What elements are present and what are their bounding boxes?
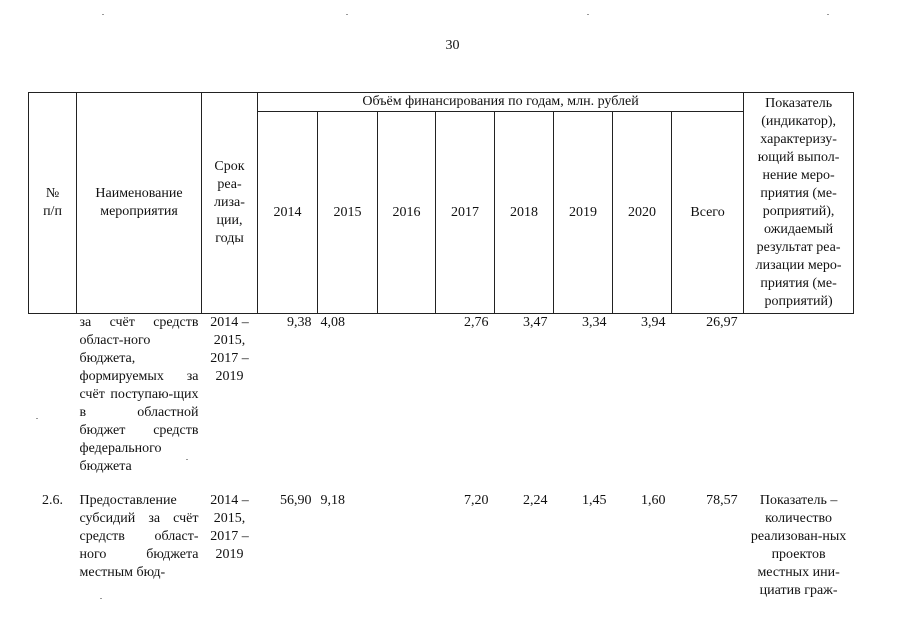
row-value-2018: 2,24: [523, 493, 548, 508]
scan-speck: [827, 14, 829, 15]
row-name: Предоставление субсидий за счёт средств област-ного бюджета местным бюд-: [79, 493, 199, 580]
funding-table-wrapper: [28, 92, 853, 600]
scan-speck: [186, 459, 188, 460]
scan-speck: [102, 14, 104, 15]
scan-speck: [587, 14, 589, 15]
row-name: за счёт средств област-ного бюджета, формируемых за счёт поступаю-щих в областной бюджет средств федерального бюджета: [79, 315, 199, 474]
row-value-2020: 3,94: [641, 315, 666, 330]
funding-table: [28, 92, 854, 600]
row-value-2014: 56,90: [280, 493, 312, 508]
row-num: [29, 314, 77, 477]
row-num: 2.6.: [42, 493, 63, 508]
row-indicator: Показатель – количество реализован-ных проектов местных ини-циатив граж-: [750, 493, 847, 598]
header-year-2014: 2014: [258, 112, 318, 314]
header-year-2019: 2019: [554, 112, 613, 314]
row-term: 2014 – 2015, 2017 – 2019: [210, 315, 249, 384]
header-year-2017: 2017: [436, 112, 495, 314]
header-funding-group: Объём финансирования по годам, млн. рублей: [258, 93, 744, 112]
table-row: [29, 314, 854, 477]
row-indicator: [744, 314, 854, 477]
header-year-2015: 2015: [318, 112, 378, 314]
row-term: 2014 – 2015, 2017 – 2019: [210, 493, 249, 562]
row-value-2019: 3,34: [582, 315, 607, 330]
header-year-2018: 2018: [495, 112, 554, 314]
row-value-2016: [378, 492, 436, 600]
header-indicator: Показатель (индикатор), характеризу-ющий выпол-нение меро-приятия (ме-роприятий), ожидаемый результат реа-лизации меро-приятия (ме-роприятий): [744, 93, 854, 314]
row-value-2018: 3,47: [523, 315, 548, 330]
header-total: Всего: [672, 112, 744, 314]
scan-speck: [346, 14, 348, 15]
table-row: [29, 492, 854, 600]
row-value-2015: 9,18: [320, 493, 345, 508]
header-year-2020: 2020: [613, 112, 672, 314]
row-value-total: 26,97: [706, 315, 738, 330]
row-value-2015: 4,08: [320, 315, 345, 330]
row-spacer: [29, 476, 854, 492]
scan-speck: [100, 598, 102, 599]
row-value-2019: 1,45: [582, 493, 607, 508]
row-value-2017: 2,76: [464, 315, 489, 330]
row-value-2020: 1,60: [641, 493, 666, 508]
header-term: Срок реа- лиза- ции, годы: [202, 93, 258, 314]
row-value-2017: 7,20: [464, 493, 489, 508]
header-num: № п/п: [29, 93, 77, 314]
row-value-2016: [378, 314, 436, 477]
header-name: Наименование мероприятия: [77, 93, 202, 314]
header-year-2016: 2016: [378, 112, 436, 314]
page-number: 30: [445, 38, 460, 53]
row-value-total: 78,57: [706, 493, 738, 508]
scan-speck: [36, 418, 38, 419]
row-value-2014: 9,38: [287, 315, 312, 330]
